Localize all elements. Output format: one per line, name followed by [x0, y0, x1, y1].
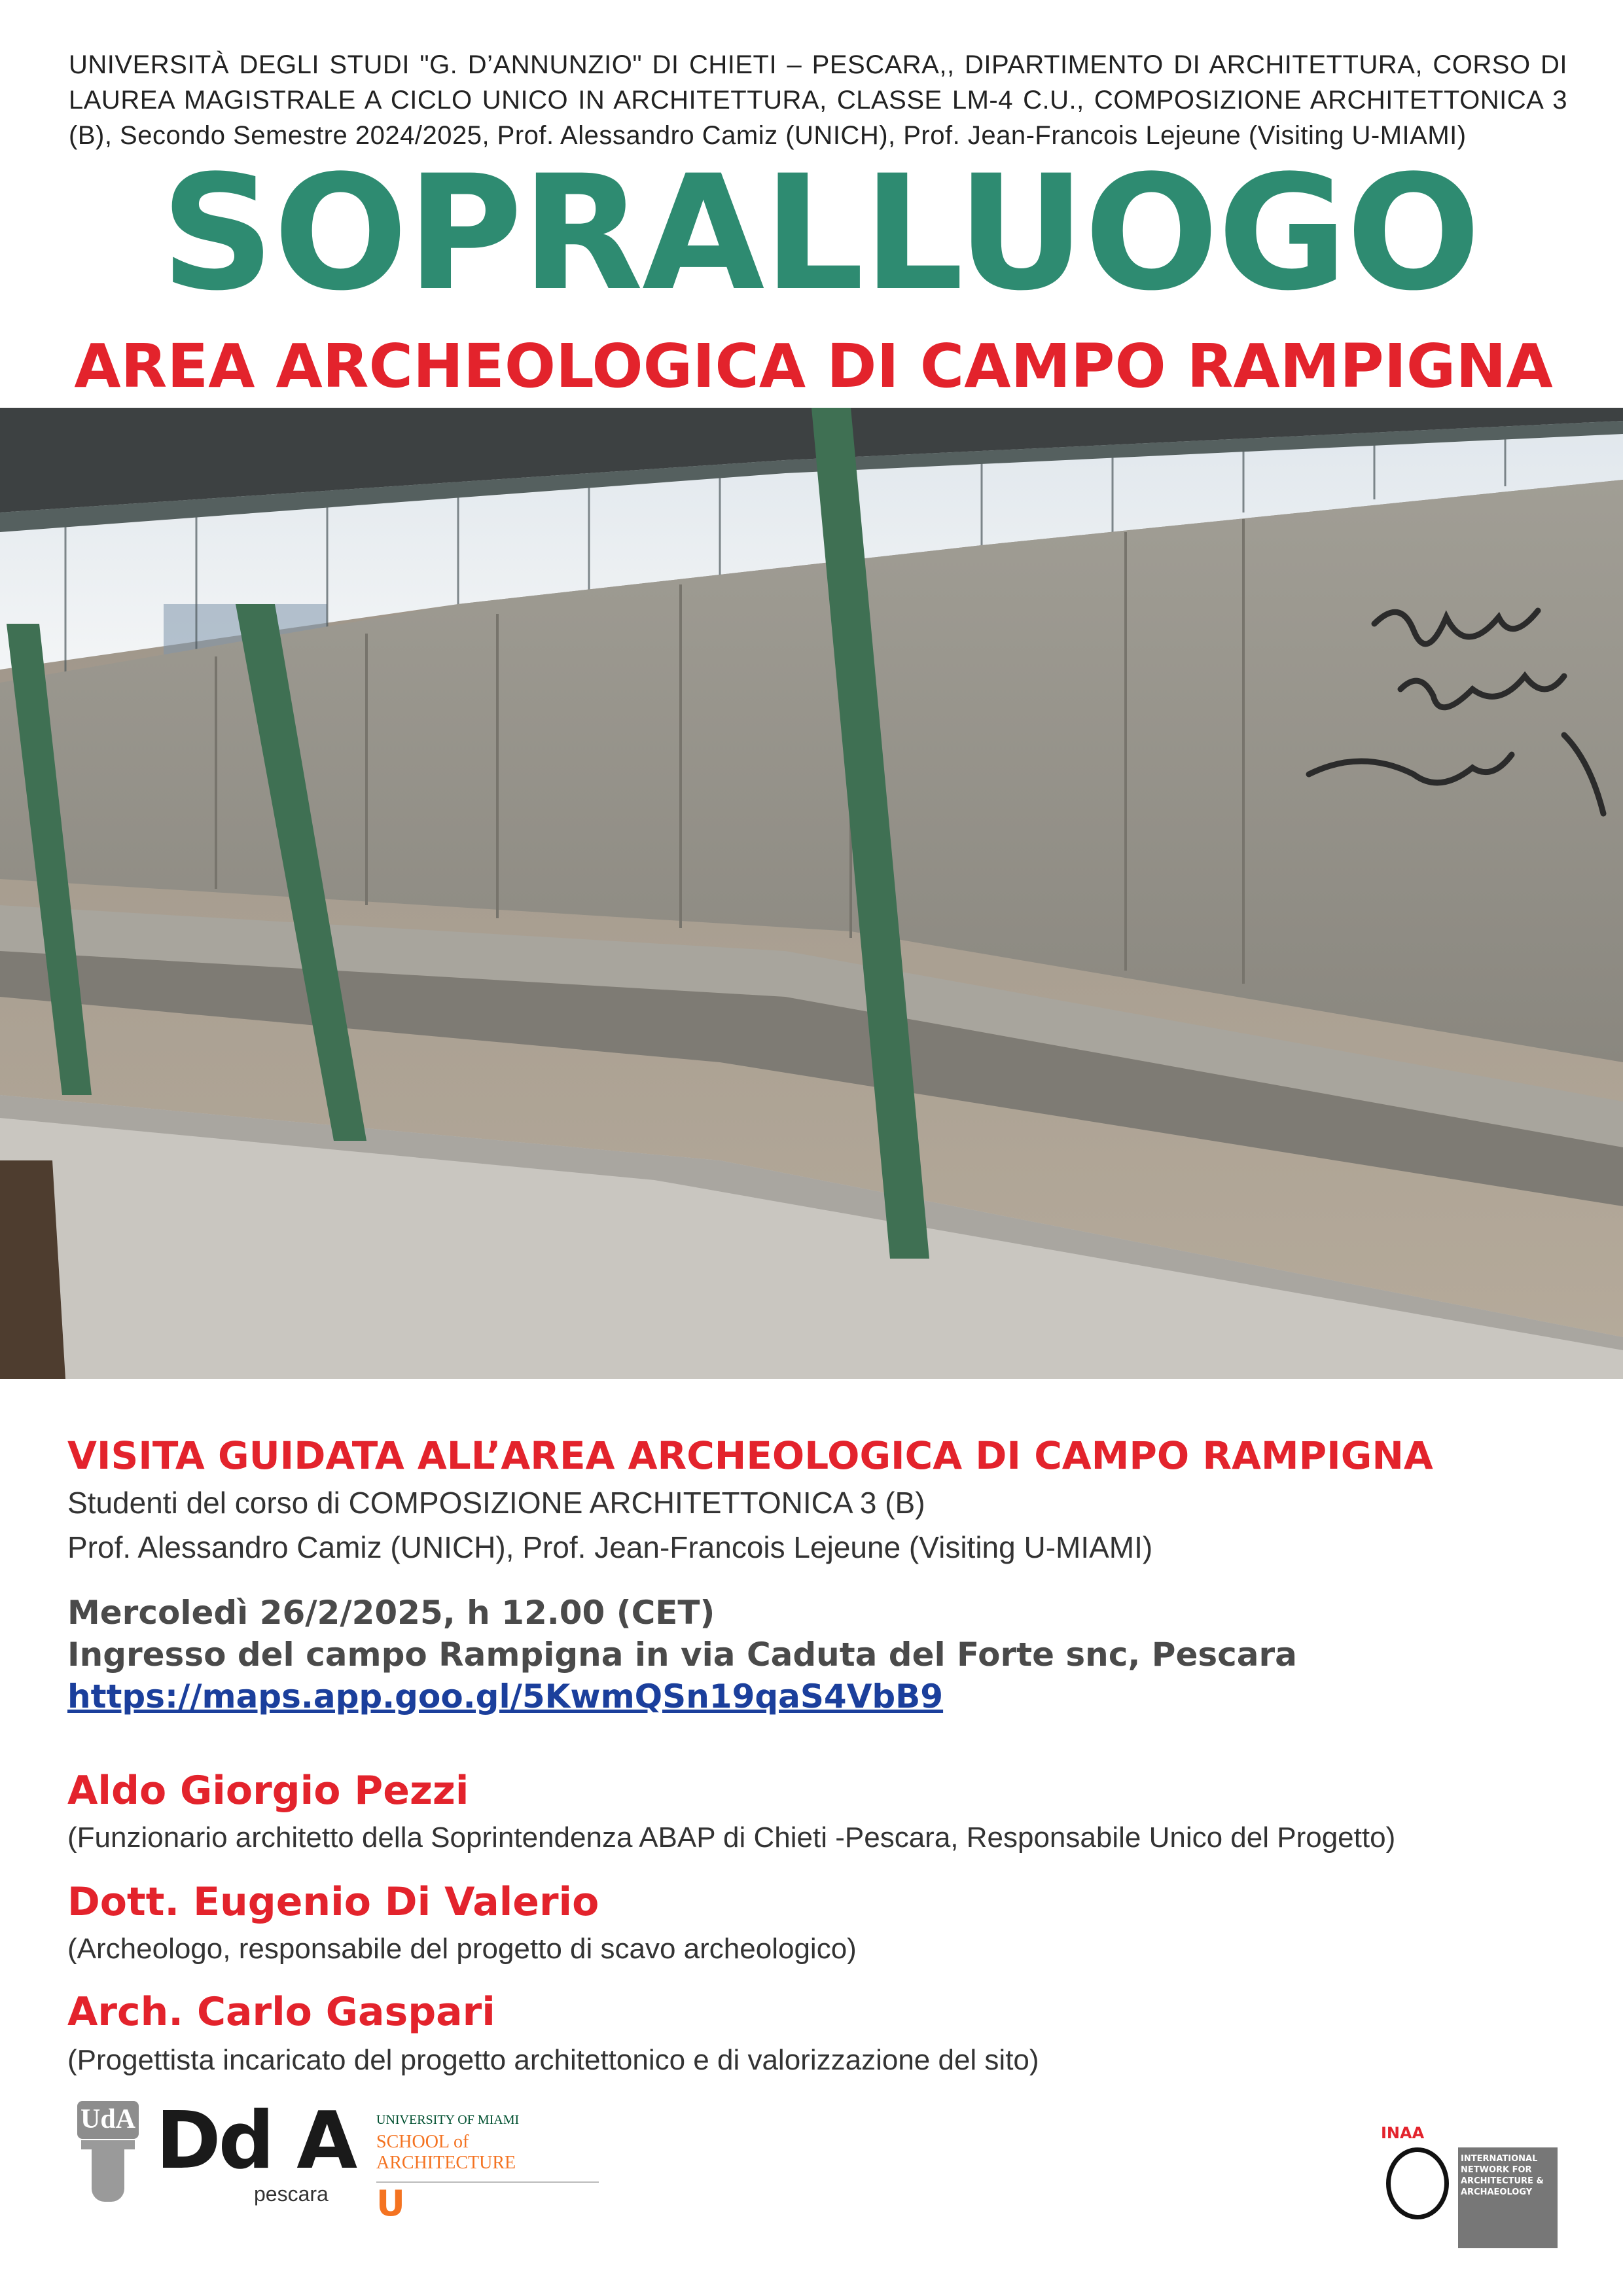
dda-logo [156, 2096, 355, 2232]
site-photo-illustration [0, 408, 1623, 1379]
header-text: UNIVERSITÀ DEGLI STUDI "G. D’ANNUNZIO" DI CHIETI – PESCARA,, DIPARTIMENTO DI ARCHITETTURA, CORSO DI LAUREA MAGISTRALE A CICLO UNICO IN ARCHITETTURA, CLASSE LM-4 C.U., COMPOSIZIONE ARCHITETTONICA 3 (B), Secondo Semestre 2024/2025, Prof. Alessandro Camiz (UNICH), Prof. Jean-Francois Lejeune (Visiting U-MIAMI) [69, 50, 1567, 150]
miami-logo-line1: UNIVERSITY OF MIAMI [376, 2113, 520, 2127]
inaa-emblem [1386, 2147, 1449, 2219]
inaa-text-line: INTERNATIONAL [1461, 2154, 1538, 2164]
site-photo [0, 408, 1623, 1379]
miami-logo-line2: SCHOOL of [376, 2132, 469, 2152]
event-map-link[interactable]: https://maps.app.goo.gl/5KwmQSn19qaS4VbB9 [67, 1677, 944, 1715]
speaker-role: (Archeologo, responsabile del progetto di scavo archeologico) [67, 1933, 857, 1965]
miami-u-logo: U [376, 2183, 405, 2224]
speaker-name: Dott. Eugenio Di Valerio [67, 1879, 599, 1925]
miami-logo-line3: ARCHITECTURE [376, 2153, 516, 2173]
dda-logo-main: Dd A [156, 2096, 355, 2187]
event-date: Mercoledì 26/2/2025, h 12.00 (CET) [67, 1594, 715, 1632]
visit-line-professors: Prof. Alessandro Camiz (UNICH), Prof. Jean-Francois Lejeune (Visiting U-MIAMI) [67, 1530, 1153, 1564]
dda-logo-sub: pescara [254, 2182, 329, 2206]
uda-logo [72, 2101, 144, 2212]
visit-heading: VISITA GUIDATA ALL’AREA ARCHEOLOGICA DI CAMPO RAMPIGNA [67, 1433, 1433, 1478]
inaa-text-line: ARCHITECTURE & [1461, 2176, 1544, 2186]
miami-logo [376, 2113, 599, 2234]
speaker-name: Arch. Carlo Gaspari [67, 1989, 495, 2035]
page-title: SOPRALLUOGO [160, 141, 1480, 326]
inaa-logo [1381, 2124, 1558, 2248]
inaa-text-box [1458, 2147, 1558, 2248]
page-subtitle: AREA ARCHEOLOGICA DI CAMPO RAMPIGNA [74, 331, 1553, 401]
speaker-role: (Funzionario architetto della Soprintendenza ABAP di Chieti -Pescara, Responsabile Unico del Progetto) [67, 1821, 1396, 1854]
partner-logos [72, 2096, 792, 2232]
speaker-name: Aldo Giorgio Pezzi [67, 1768, 469, 1814]
speaker-role: (Progettista incaricato del progetto architettonico e di valorizzazione del sito) [67, 2044, 1039, 2076]
inaa-text-line: NETWORK FOR [1461, 2165, 1532, 2175]
inaa-text-line: ARCHAEOLOGY [1461, 2187, 1533, 2197]
uda-logo-text: UdA [80, 2104, 136, 2134]
inaa-label: INAA [1381, 2124, 1425, 2142]
event-location: Ingresso del campo Rampigna in via Caduta del Forte snc, Pescara [67, 1636, 1297, 1674]
visit-line-course: Studenti del corso di COMPOSIZIONE ARCHITETTONICA 3 (B) [67, 1486, 925, 1520]
